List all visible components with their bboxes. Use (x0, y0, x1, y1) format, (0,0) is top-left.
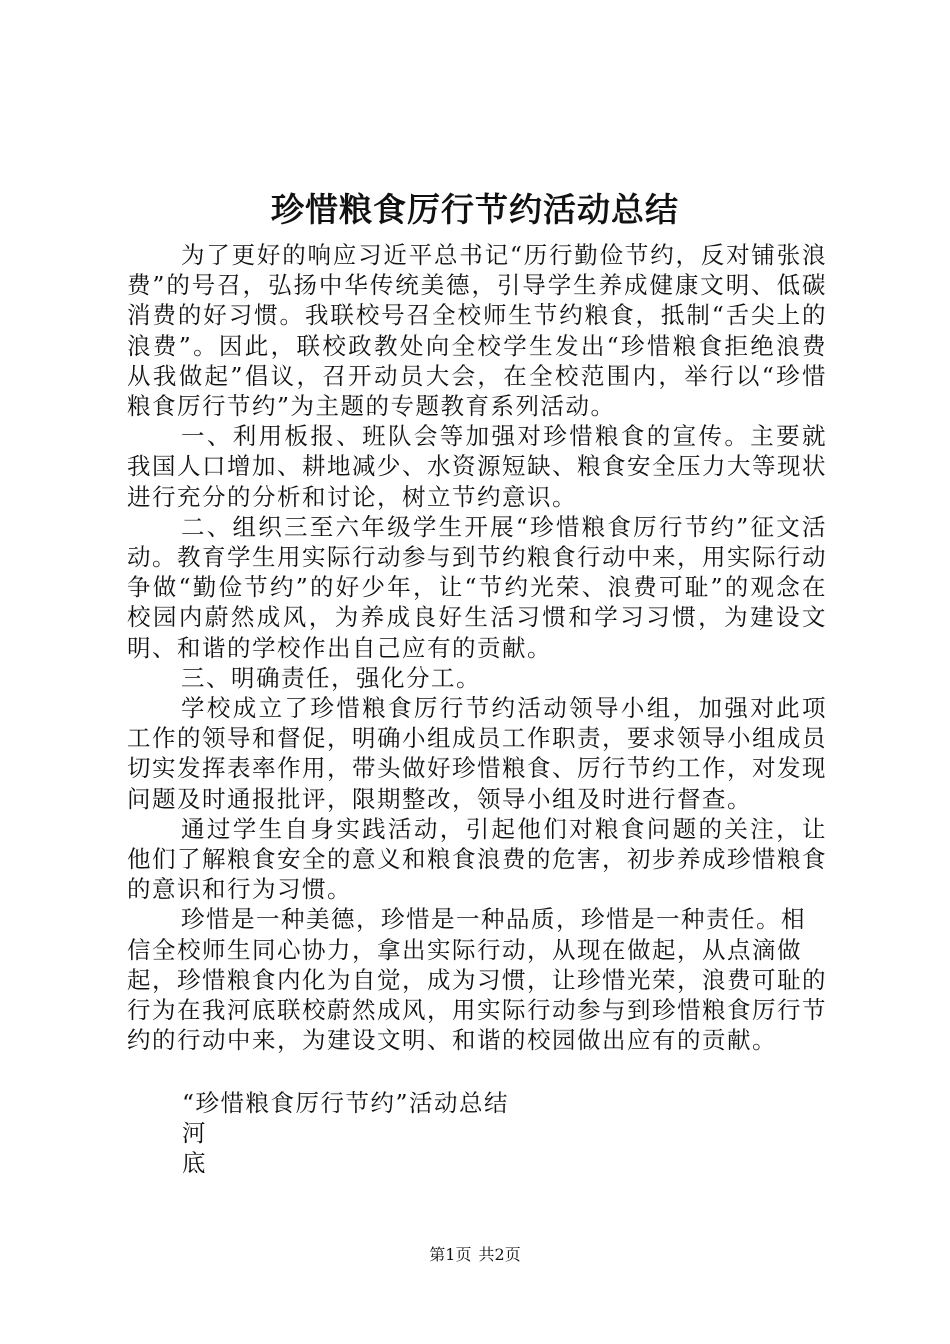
signature-line: 底 (182, 1149, 207, 1178)
paragraph-point-two: 二、组织三至六年级学生开展“珍惜粮食厉行节约”征文活动。教育学生用实际行动参与到节约粮食行动中来，用实际行动争做“勤俭节约”的好少年，让“节约光荣、浪费可耻”的观念在校园内蔚然成风，为养成良好生活习惯和学习习惯，为建设文明、和谐的学校作出自己应有的贡献。 (127, 512, 827, 662)
page-number: 第1页 共2页 (429, 1245, 521, 1264)
paragraph-practice: 通过学生自身实践活动，引起他们对粮食问题的关注，让他们了解粮食安全的意义和粮食浪费的危害，初步养成珍惜粮食的意识和行为习惯。 (127, 814, 827, 904)
paragraph-conclusion: 珍惜是一种美德，珍惜是一种品质，珍惜是一种责任。相信全校师生同心协力，拿出实际行动，从现在做起，从点滴做起，珍惜粮食内化为自觉，成为习惯，让珍惜光荣，浪费可耻的行为在我河底联校蔚然成风，用实际行动参与到珍惜粮食厉行节约的行动中来，为建设文明、和谐的校园做出应有的贡献。 (127, 905, 827, 1055)
document-body (127, 240, 827, 1055)
signature-title: “珍惜粮食厉行节约”活动总结 (182, 1089, 510, 1117)
document-title: 珍惜粮食厉行节约活动总结 (271, 190, 679, 229)
paragraph-point-one: 一、利用板报、班队会等加强对珍惜粮食的宣传。主要就我国人口增加、耕地减少、水资源短缺、粮食安全压力大等现状进行充分的分析和讨论，树立节约意识。 (127, 422, 827, 511)
paragraph-point-three-heading: 三、明确责任，强化分工。 (181, 663, 481, 692)
paragraph-intro: 为了更好的响应习近平总书记“历行勤俭节约，反对铺张浪费”的号召，弘扬中华传统美德，引导学生养成健康文明、低碳消费的好习惯。我联校号召全校师生节约粮食，抵制“舌尖上的浪费”。因此，联校政教处向全校学生发出“珍惜粮食拒绝浪费从我做起”倡议，召开动员大会，在全校范围内，举行以“珍惜粮食厉行节约”为主题的专题教育系列活动。 (127, 241, 827, 421)
paragraph-leadership-group: 学校成立了珍惜粮食厉行节约活动领导小组，加强对此项工作的领导和督促，明确小组成员工作职责，要求领导小组成员切实发挥表率作用，带头做好珍惜粮食、厉行节约工作，对发现问题及时通报批评，限期整改，领导小组及时进行督查。 (127, 694, 827, 813)
signature-block (182, 1088, 782, 1179)
signature-line: 河 (182, 1119, 207, 1148)
